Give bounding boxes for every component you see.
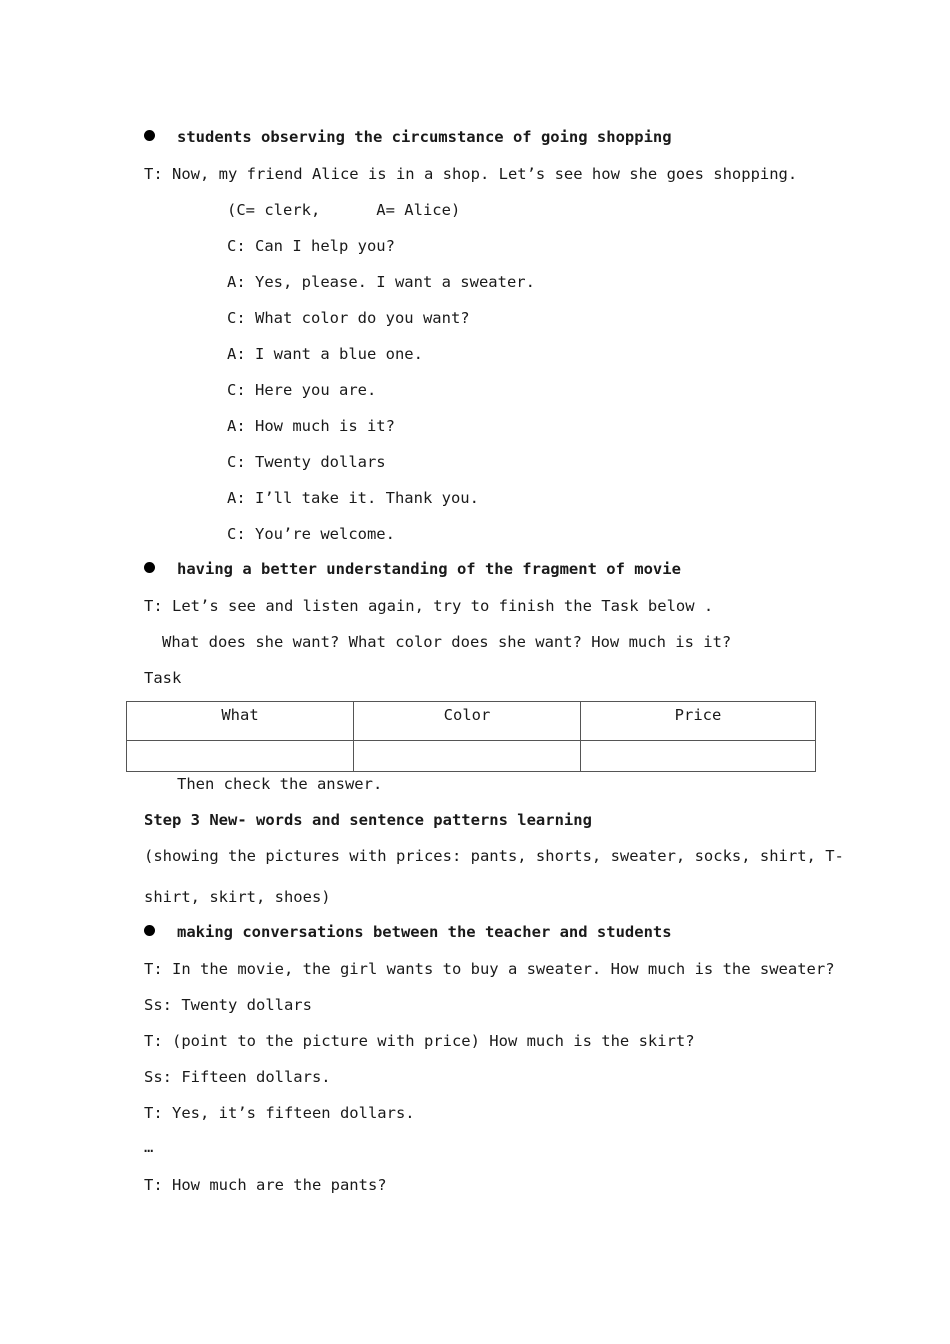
task-table <box>126 701 816 772</box>
dialogue-line: C: You’re welcome. <box>227 525 395 543</box>
dialogue-line: A: I’ll take it. Thank you. <box>227 489 479 507</box>
bullet-dot-icon <box>144 562 155 573</box>
conversation-line: Ss: Fifteen dollars. <box>144 1068 331 1086</box>
dialogue-line: C: Here you are. <box>227 381 377 399</box>
dialogue-line: A: How much is it? <box>227 417 395 435</box>
listen-again-line: T: Let’s see and listen again, try to finish the Task below . <box>144 597 714 615</box>
dialogue-line: A: I want a blue one. <box>227 345 423 363</box>
ellipsis-line: … <box>144 1138 154 1156</box>
dialogue-line: A: Yes, please. I want a sweater. <box>227 273 535 291</box>
check-answer-line: Then check the answer. <box>177 775 383 793</box>
task-table-row <box>127 741 816 772</box>
pictures-line-2: shirt, skirt, shoes) <box>144 888 331 906</box>
dialogue-line: C: Can I help you? <box>227 237 395 255</box>
bullet-heading-observing: students observing the circumstance of going shopping <box>177 128 672 146</box>
conversation-line: Ss: Twenty dollars <box>144 996 312 1014</box>
bullet-heading-conversations: making conversations between the teacher and students <box>177 923 672 941</box>
task-header-what: What <box>127 702 354 741</box>
bullet-dot-icon <box>144 130 155 141</box>
conversation-line: T: Yes, it’s fifteen dollars. <box>144 1104 415 1122</box>
dialogue-roles: (C= clerk, A= Alice) <box>227 201 461 219</box>
pictures-line-1: (showing the pictures with prices: pants, shorts, sweater, socks, shirt, T- <box>144 847 844 865</box>
task-label: Task <box>144 669 182 687</box>
task-cell-price[interactable] <box>581 741 816 772</box>
bullet-heading-understanding: having a better understanding of the fragment of movie <box>177 560 681 578</box>
task-cell-what[interactable] <box>127 741 354 772</box>
task-questions: What does she want? What color does she want? How much is it? <box>162 633 732 651</box>
task-header-price: Price <box>581 702 816 741</box>
teacher-intro-line: T: Now, my friend Alice is in a shop. Let’s see how she goes shopping. <box>144 165 798 183</box>
conversation-line: T: How much are the pants? <box>144 1176 387 1194</box>
task-table-header-row <box>127 702 816 741</box>
conversation-line: T: In the movie, the girl wants to buy a sweater. How much is the sweater? <box>144 960 835 978</box>
bullet-dot-icon <box>144 925 155 936</box>
task-cell-color[interactable] <box>354 741 581 772</box>
dialogue-line: C: Twenty dollars <box>227 453 386 471</box>
dialogue-line: C: What color do you want? <box>227 309 470 327</box>
conversation-line: T: (point to the picture with price) How much is the skirt? <box>144 1032 695 1050</box>
task-header-color: Color <box>354 702 581 741</box>
step3-heading: Step 3 New- words and sentence patterns learning <box>144 811 592 829</box>
